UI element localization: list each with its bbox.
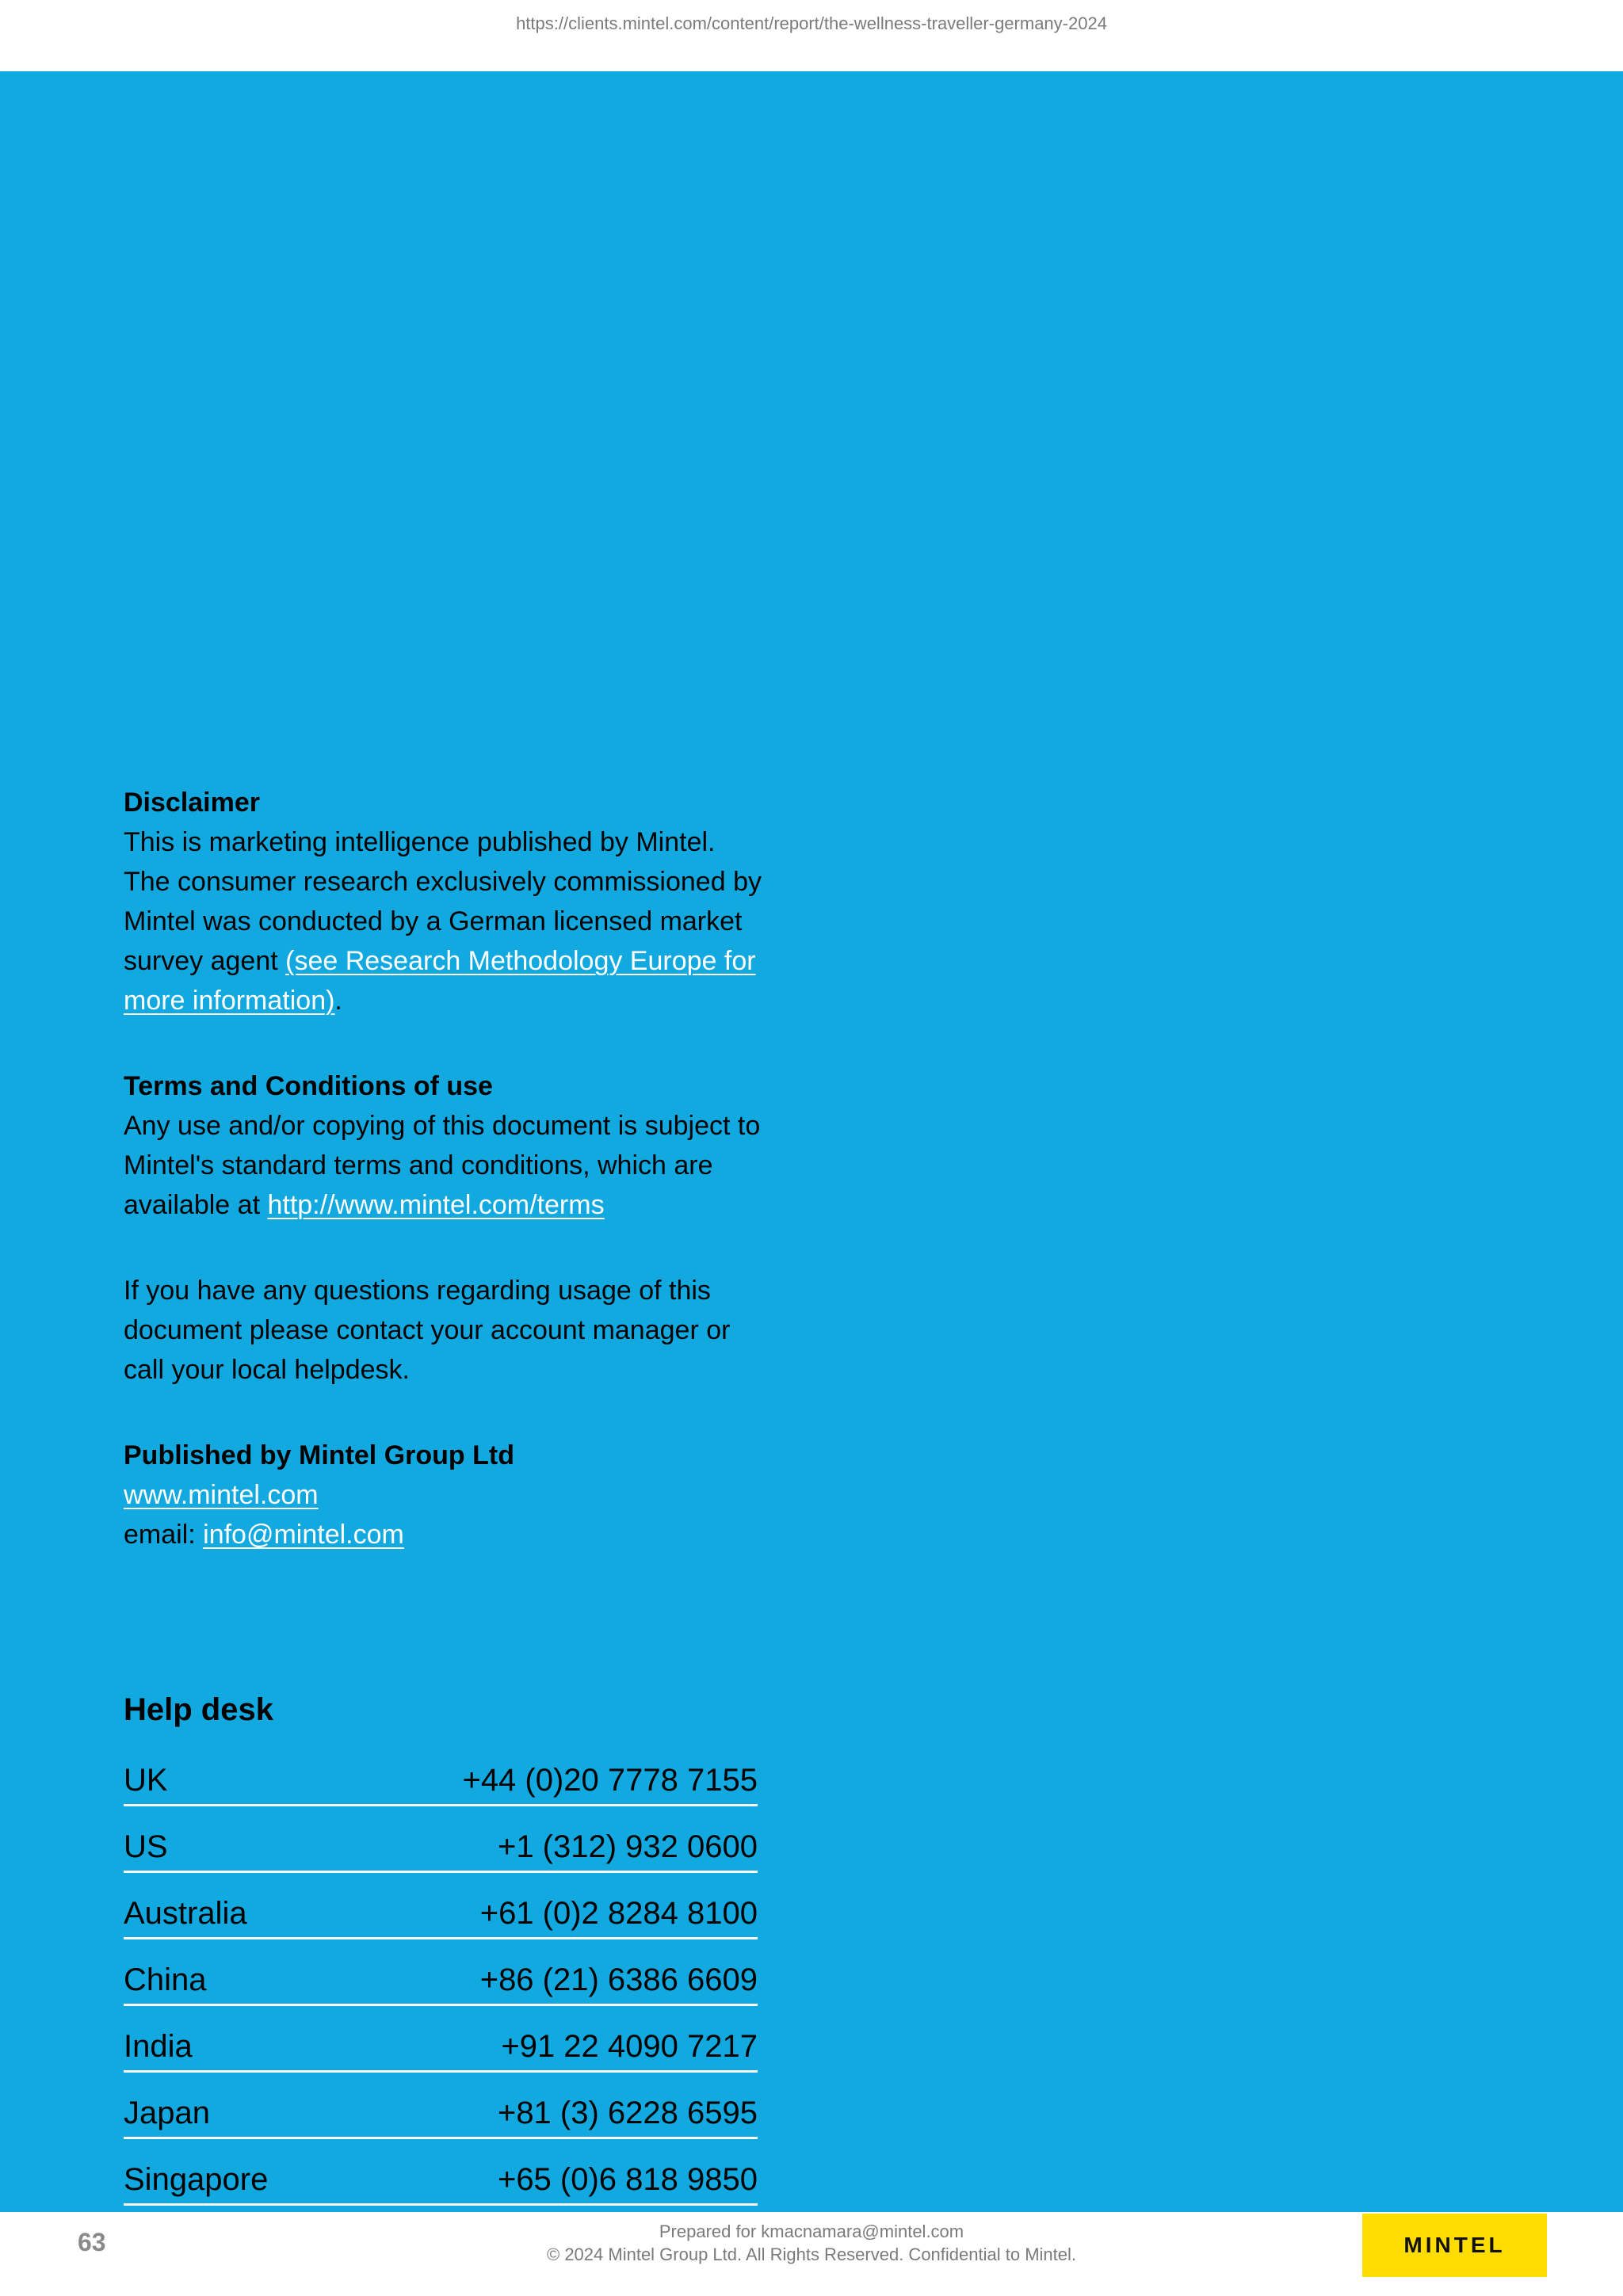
helpdesk-country: Japan — [124, 2096, 210, 2130]
helpdesk-table — [124, 1680, 758, 2206]
helpdesk-country: China — [124, 1962, 207, 1997]
helpdesk-country: US — [124, 1829, 168, 1864]
helpdesk-row — [124, 1806, 758, 1873]
website-link[interactable]: www.mintel.com — [124, 1480, 319, 1510]
helpdesk-row — [124, 1740, 758, 1806]
helpdesk-phone: +91 22 4090 7217 — [501, 2029, 758, 2064]
terms-text: Any use and/or copying of this document is subject to Mintel's standard terms and conditions, which are available at — [124, 1111, 761, 1220]
helpdesk-country: India — [124, 2029, 193, 2064]
disclaimer-body — [124, 822, 766, 1020]
helpdesk-phone: +61 (0)2 8284 8100 — [479, 1896, 758, 1931]
disclaimer-title: Disclaimer — [124, 788, 260, 818]
copyright: © 2024 Mintel Group Ltd. All Rights Reserved. Confidential to Mintel. — [547, 2245, 1076, 2264]
prepared-for: Prepared for kmacnamara@mintel.com — [659, 2222, 964, 2241]
disclaimer-text: This is marketing intelligence published by Mintel. The consumer research exclusively commissioned by Mintel was conducted by a German licensed market survey agent — [124, 827, 762, 976]
helpdesk-row — [124, 2006, 758, 2073]
helpdesk-row — [124, 1873, 758, 1939]
url-header: https://clients.mintel.com/content/report/the-wellness-traveller-germany-2024 — [0, 0, 1623, 71]
research-methodology-link[interactable]: (see Research Methodology Europe for more information) — [124, 946, 756, 1016]
disclaimer-section — [124, 783, 766, 1020]
publisher-section — [124, 1436, 766, 1554]
helpdesk-row — [124, 2073, 758, 2139]
page-number: 63 — [78, 2228, 106, 2256]
disclaimer-trailing: . — [334, 986, 342, 1016]
helpdesk-title: Help desk — [124, 1692, 273, 1727]
terms-body — [124, 1106, 766, 1225]
email-label: email: — [124, 1520, 204, 1550]
helpdesk-country: Australia — [124, 1896, 247, 1931]
publisher-title: Published by Mintel Group Ltd — [124, 1440, 514, 1470]
terms-title: Terms and Conditions of use — [124, 1071, 493, 1101]
helpdesk-phone: +86 (21) 6386 6609 — [479, 1962, 758, 1997]
legal-content — [124, 783, 766, 1600]
questions-section — [124, 1271, 766, 1390]
helpdesk-country: Singapore — [124, 2162, 269, 2197]
helpdesk-country: UK — [124, 1763, 168, 1798]
helpdesk-phone: +81 (3) 6228 6595 — [497, 2096, 758, 2130]
email-link[interactable]: info@mintel.com — [203, 1520, 404, 1550]
helpdesk-phone: +44 (0)20 7778 7155 — [462, 1763, 758, 1798]
mintel-logo: MINTEL — [1362, 2214, 1547, 2277]
helpdesk-row — [124, 1939, 758, 2006]
helpdesk-row — [124, 2139, 758, 2206]
helpdesk-phone: +65 (0)6 818 9850 — [497, 2162, 758, 2197]
questions-body: If you have any questions regarding usage of this document please contact your account manager or call your local helpdesk. — [124, 1276, 731, 1385]
helpdesk-phone: +1 (312) 932 0600 — [497, 1829, 758, 1864]
terms-link[interactable]: http://www.mintel.com/terms — [267, 1190, 605, 1220]
email-line — [124, 1515, 766, 1554]
terms-section — [124, 1066, 766, 1225]
